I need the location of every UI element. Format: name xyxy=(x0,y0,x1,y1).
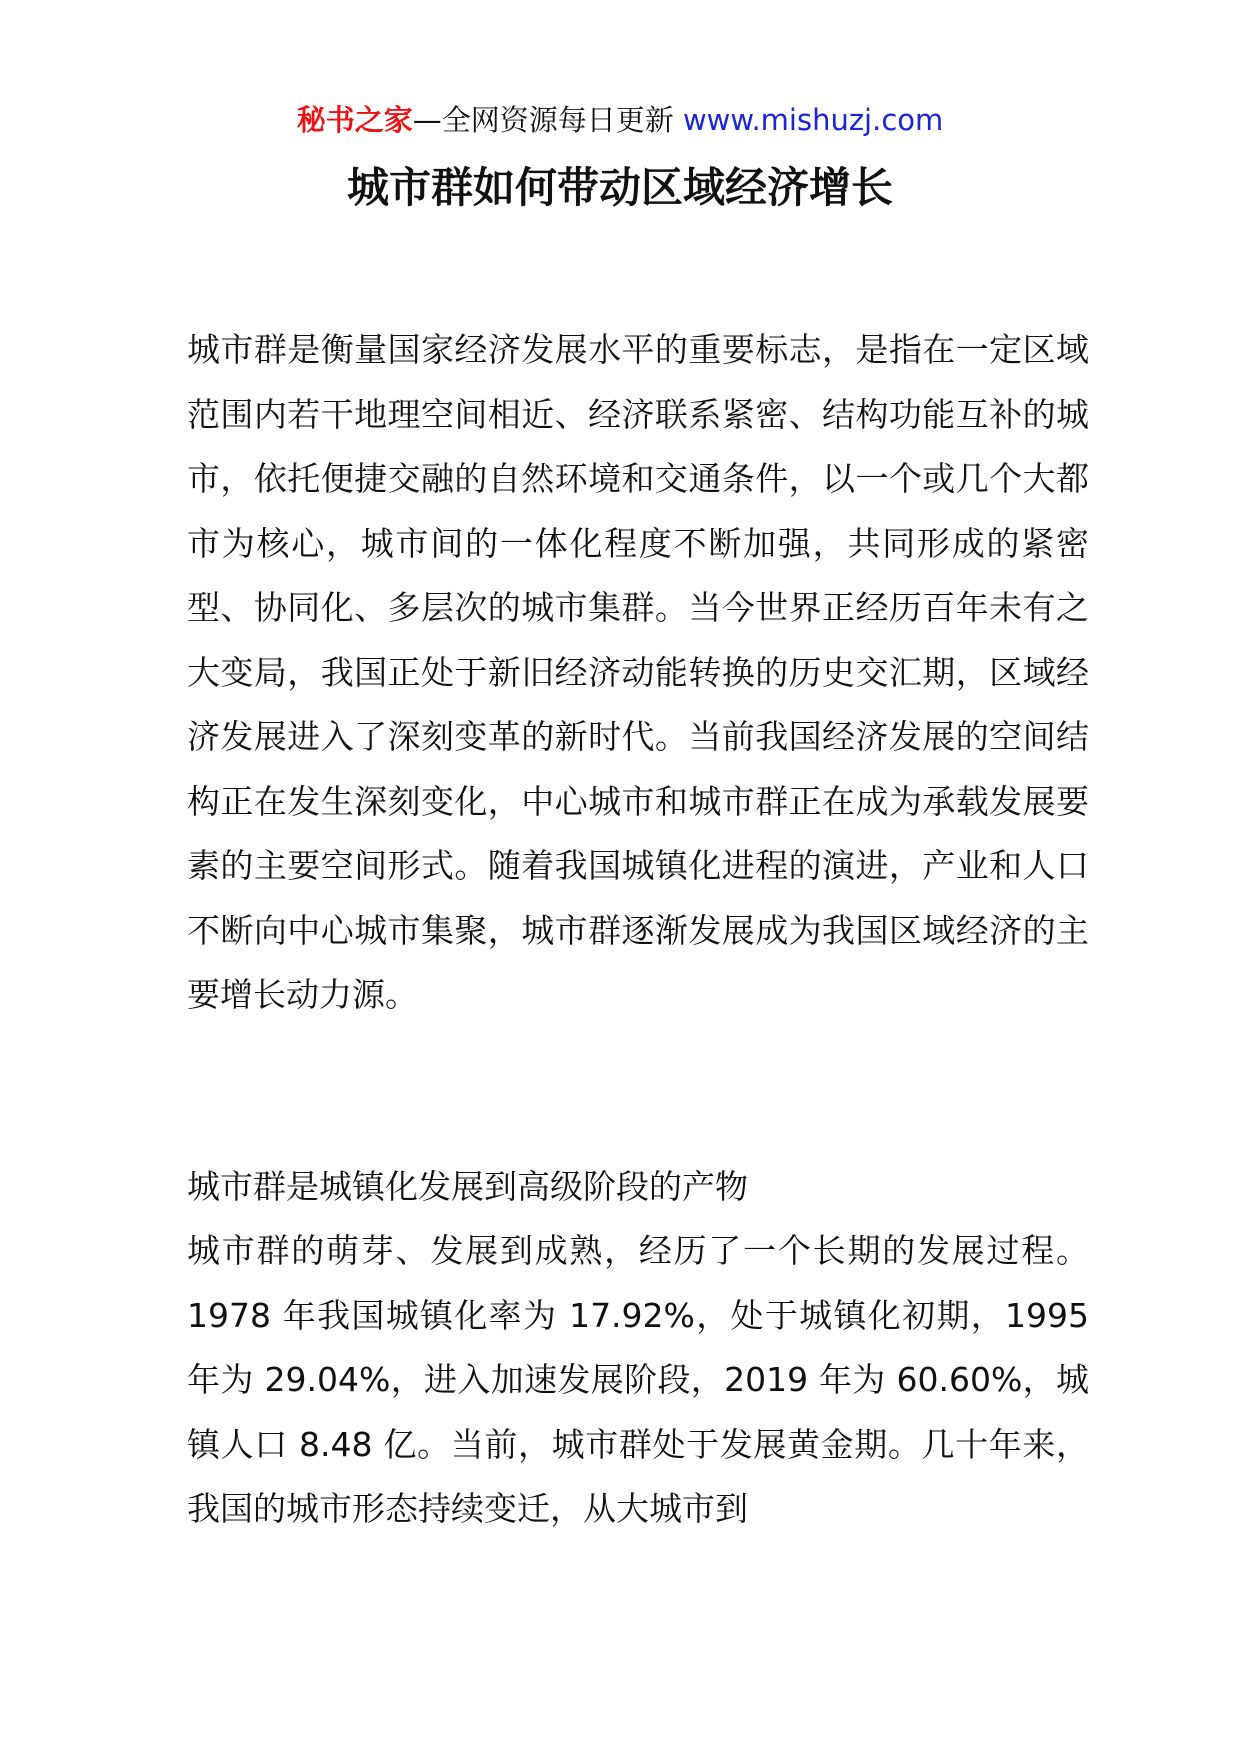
site-header xyxy=(0,100,1240,140)
intro-paragraph: 城市群是衡量国家经济发展水平的重要标志，是指在一定区域范围内若干地理空间相近、经济联系紧密、结构功能互补的城市，依托便捷交融的自然环境和交通条件，以一个或几个大都市为核心，城市间的一体化程度不断加强，共同形成的紧密型、协同化、多层次的城市集群。当今世界正经历百年未有之大变局，我国正处于新旧经济动能转换的历史交汇期，区域经济发展进入了深刻变革的新时代。当前我国经济发展的空间结构正在发生深刻变化，中心城市和城市群正在成为承载发展要素的主要空间形式。随着我国城镇化进程的演进，产业和人口不断向中心城市集聚，城市群逐渐发展成为我国区域经济的主要增长动力源。 xyxy=(187,330,1089,1014)
header-slogan: —全网资源每日更新 xyxy=(412,103,674,137)
document-title: 城市群如何带动区域经济增长 xyxy=(346,163,893,212)
section-heading: 城市群是城镇化发展到高级阶段的产物 xyxy=(187,1167,748,1206)
section-paragraph: 城市群的萌芽、发展到成熟，经历了一个长期的发展过程。1978 年我国城镇化率为 17.92%，处于城镇化初期，1995 年为 29.04%，进入加速发展阶段，2019 年为 60.60%，城镇人口 8.48 亿。当前，城市群处于发展黄金期。几十年来，我国的城市形态持续变迁，从大城市到 xyxy=(187,1231,1089,1528)
site-url-link[interactable]: www.mishuzj.com xyxy=(682,103,944,137)
brand-name: 秘书之家 xyxy=(296,103,413,137)
